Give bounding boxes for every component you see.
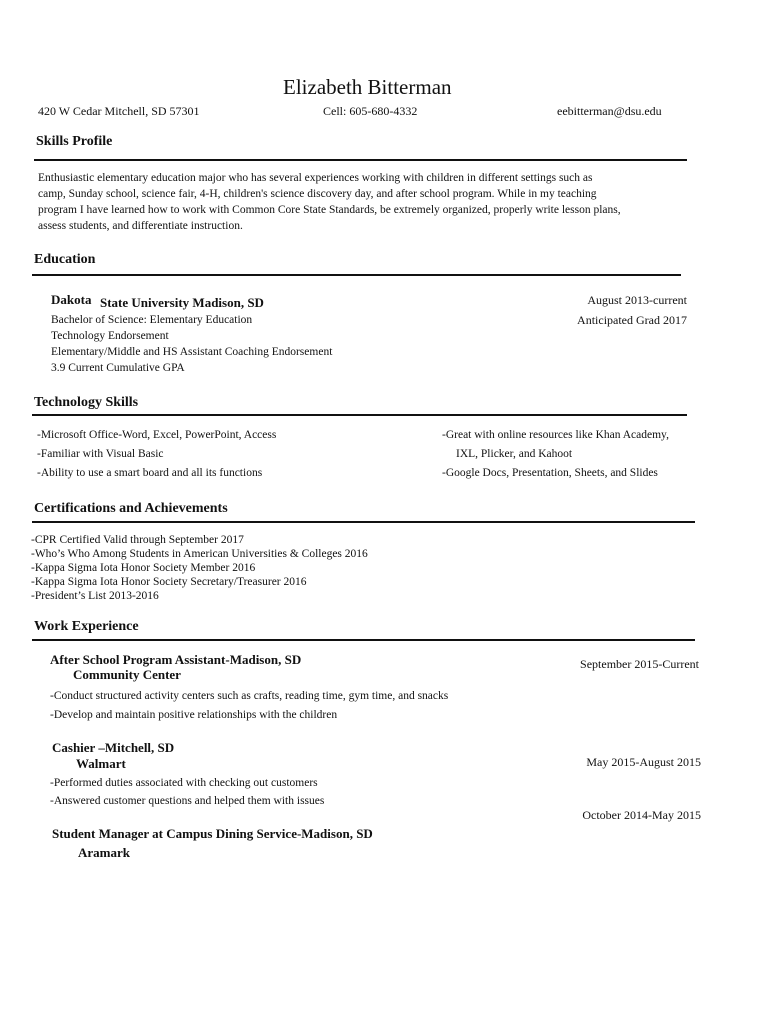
job-bullet: -Answered customer questions and helped them with issues: [50, 795, 325, 807]
certification-item: -Kappa Sigma Iota Honor Society Member 2016: [31, 562, 256, 574]
job-date: October 2014-May 2015: [582, 808, 701, 822]
certification-item: -President’s List 2013-2016: [31, 590, 159, 602]
education-heading: Education: [34, 252, 96, 267]
certification-item: -Kappa Sigma Iota Honor Society Secretary/Treasurer 2016: [31, 576, 307, 588]
job-date: May 2015-August 2015: [586, 755, 701, 769]
tech-skill-left: -Ability to use a smart board and all its functions: [37, 467, 263, 479]
skills-profile-line: program I have learned how to work with Common Core State Standards, be extremely organized, properly write lesson plans,: [38, 204, 621, 216]
education-detail: Bachelor of Science: Elementary Education: [51, 314, 253, 326]
applicant-name: Elizabeth Bitterman: [283, 75, 452, 99]
job-bullet: -Conduct structured activity centers such as crafts, reading time, gym time, and snacks: [50, 690, 449, 702]
skills-profile-line: camp, Sunday school, science fair, 4-H, children's science discovery day, and after school program. While in my teaching: [38, 188, 597, 200]
education-detail: Elementary/Middle and HS Assistant Coaching Endorsement: [51, 346, 333, 358]
skills-profile-heading: Skills Profile: [36, 134, 113, 149]
certification-item: -Who’s Who Among Students in American Universities & Colleges 2016: [31, 548, 368, 560]
tech-skill-right: -Google Docs, Presentation, Sheets, and Slides: [442, 467, 658, 479]
job-date: September 2015-Current: [580, 657, 699, 671]
section-divider: [34, 159, 687, 161]
email: eebitterman@dsu.edu: [557, 104, 662, 118]
work-heading: Work Experience: [34, 619, 139, 634]
job-title: Cashier –Mitchell, SD: [52, 740, 175, 755]
skills-profile-line: assess students, and differentiate instruction.: [38, 220, 243, 232]
job-title: After School Program Assistant-Madison, SD: [50, 652, 302, 667]
address: 420 W Cedar Mitchell, SD 57301: [38, 104, 200, 118]
education-detail: Technology Endorsement: [51, 330, 169, 342]
tech-skill-left: -Microsoft Office-Word, Excel, PowerPoint, Access: [37, 429, 277, 441]
job-organization: Community Center: [73, 667, 181, 682]
section-divider: [32, 639, 695, 641]
tech-skill-left: -Familiar with Visual Basic: [37, 448, 164, 460]
job-bullet: -Performed duties associated with checking out customers: [50, 777, 318, 789]
job-organization: Aramark: [78, 845, 130, 860]
section-divider: [32, 414, 687, 416]
job-title: Student Manager at Campus Dining Service-Madison, SD: [52, 826, 373, 841]
job-organization: Walmart: [76, 756, 126, 771]
graduation-date: Anticipated Grad 2017: [577, 313, 687, 327]
job-bullet: -Develop and maintain positive relationships with the children: [50, 709, 338, 721]
certification-item: -CPR Certified Valid through September 2017: [31, 534, 244, 546]
school-name-part1: Dakota: [51, 292, 92, 307]
education-detail: 3.9 Current Cumulative GPA: [51, 362, 185, 374]
tech-skill-right: IXL, Plicker, and Kahoot: [456, 448, 573, 460]
skills-profile-line: Enthusiastic elementary education major who has several experiences working with children in different settings such as: [38, 172, 593, 184]
certifications-heading: Certifications and Achievements: [34, 501, 228, 516]
school-name-part2: State University Madison, SD: [100, 295, 264, 310]
tech-skill-right: -Great with online resources like Khan Academy,: [442, 429, 669, 441]
section-divider: [32, 521, 695, 523]
phone: Cell: 605-680-4332: [323, 104, 418, 118]
section-divider: [32, 274, 681, 276]
technology-heading: Technology Skills: [34, 395, 139, 410]
education-date: August 2013-current: [587, 293, 687, 307]
